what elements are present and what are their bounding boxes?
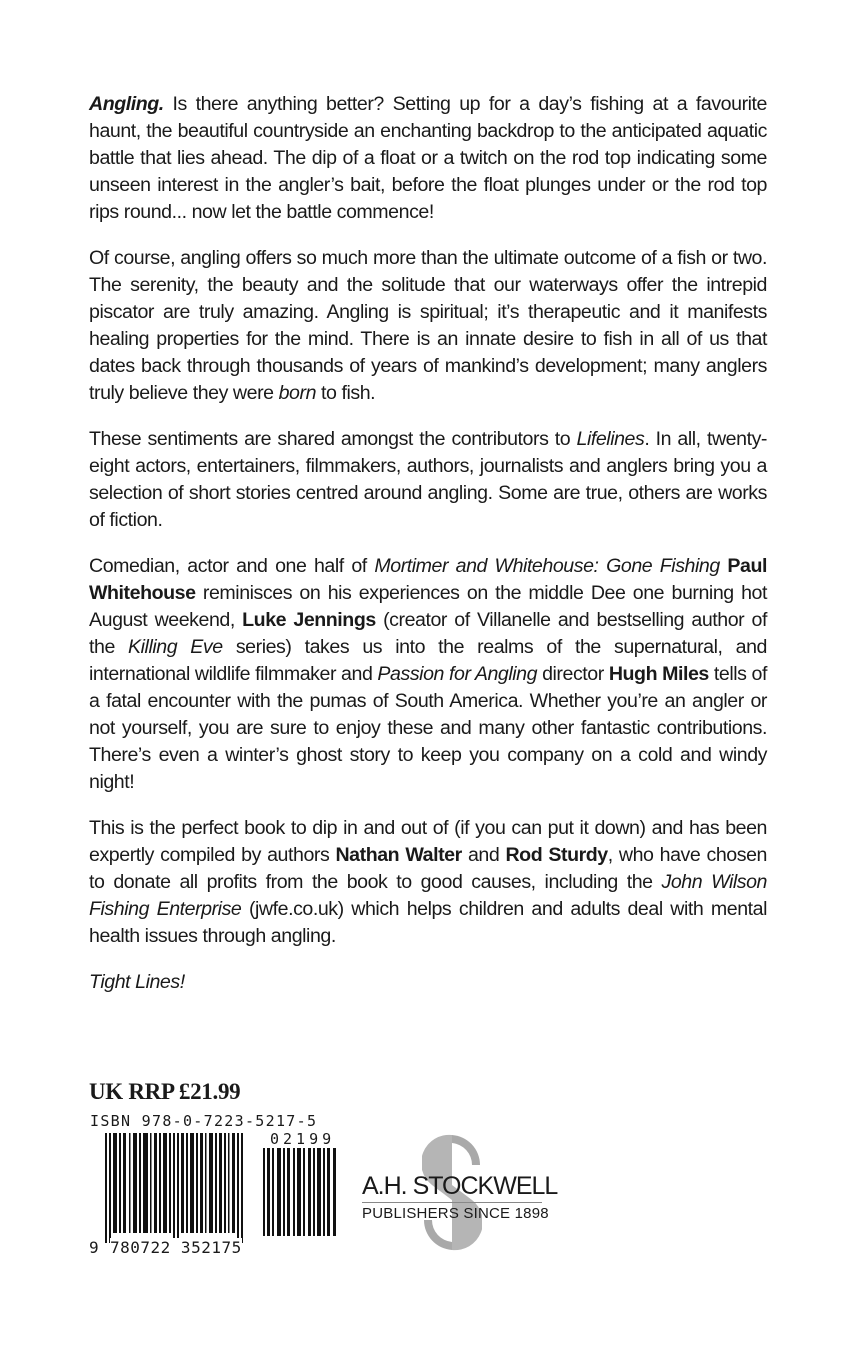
- ean-digits: 780722 352175: [110, 1238, 242, 1257]
- lead-word: Angling.: [89, 93, 164, 115]
- contributor-name: Hugh Miles: [608, 663, 709, 685]
- paragraph-contributors: These sentiments are shared amongst the contributors to Lifelines. In all, twenty-eight actors, entertainers, filmmakers, authors, journalists and anglers bring you a selection of short stories centred around angling. Some are true, others are works of fiction.: [89, 428, 767, 531]
- back-cover-blurb: [89, 91, 767, 1015]
- publisher-name: A.H. STOCKWELL: [362, 1172, 558, 1200]
- paragraph-intro: Angling. Is there anything better? Setting up for a day’s fishing at a favourite haunt, the beautiful countryside an enchanting backdrop to the anticipated aquatic battle that lies ahead. The dip of a float or a twitch on the rod top indicating some unseen interest in the angler’s bait, before the float plunges under or the rod top rips round... now let the battle commence!: [89, 93, 767, 223]
- ean-first-digit: 9: [89, 1238, 99, 1257]
- paragraph-serenity: Of course, angling offers so much more than the ultimate outcome of a fish or two. The serenity, the beauty and the solitude that our waterways offer the intrepid piscator are truly amazing. Angling is spiritual; it’s therapeutic and it manifests healing properties for the mind. There is an innate desire to fish in all of us that dates back through thousands of years of mankind’s development; many anglers truly believe they were born to fish.: [89, 247, 767, 404]
- author-name: Nathan Walter: [335, 844, 462, 866]
- ean-barcode: [105, 1133, 255, 1243]
- addon-digits: 02199: [270, 1130, 336, 1148]
- logo-divider: [362, 1202, 542, 1203]
- book-title: Lifelines: [576, 428, 645, 450]
- contributor-name: Paul Whitehouse: [89, 555, 767, 604]
- paragraph-compilers: This is the perfect book to dip in and out of (if you can put it down) and has been expertly compiled by authors Nathan Walter and Rod Sturdy, who have chosen to donate all profits from the book to good causes, including the John Wilson Fishing Enterprise (jwfe.co.uk) which helps children and adults deal with mental health issues through angling.: [89, 817, 767, 947]
- isbn-label: ISBN 978-0-7223-5217-5: [90, 1112, 318, 1130]
- signoff: Tight Lines!: [89, 971, 185, 993]
- price-label: UK RRP £21.99: [89, 1079, 241, 1104]
- price-addon-barcode: [263, 1148, 338, 1236]
- paragraph-highlights: Comedian, actor and one half of Mortimer and Whitehouse: Gone Fishing Paul Whitehouse reminisces on his experiences on the middle Dee one burning hot August weekend, Luke Jennings (creator of Villanelle and bestselling author of the Killing Eve series) takes us into the realms of the supernatural, and international wildlife filmmaker and Passion for Angling director Hugh Miles tells of a fatal encounter with the pumas of South America. Whether you’re an angler or not yourself, you are sure to enjoy these and many other fantastic contributions. There’s even a winter’s ghost story to keep you company on a cold and windy night!: [89, 555, 767, 793]
- publisher-logo: [362, 1130, 562, 1255]
- publisher-tagline: PUBLISHERS SINCE 1898: [362, 1205, 549, 1222]
- author-name: Rod Sturdy: [505, 844, 608, 866]
- contributor-name: Luke Jennings: [242, 609, 376, 631]
